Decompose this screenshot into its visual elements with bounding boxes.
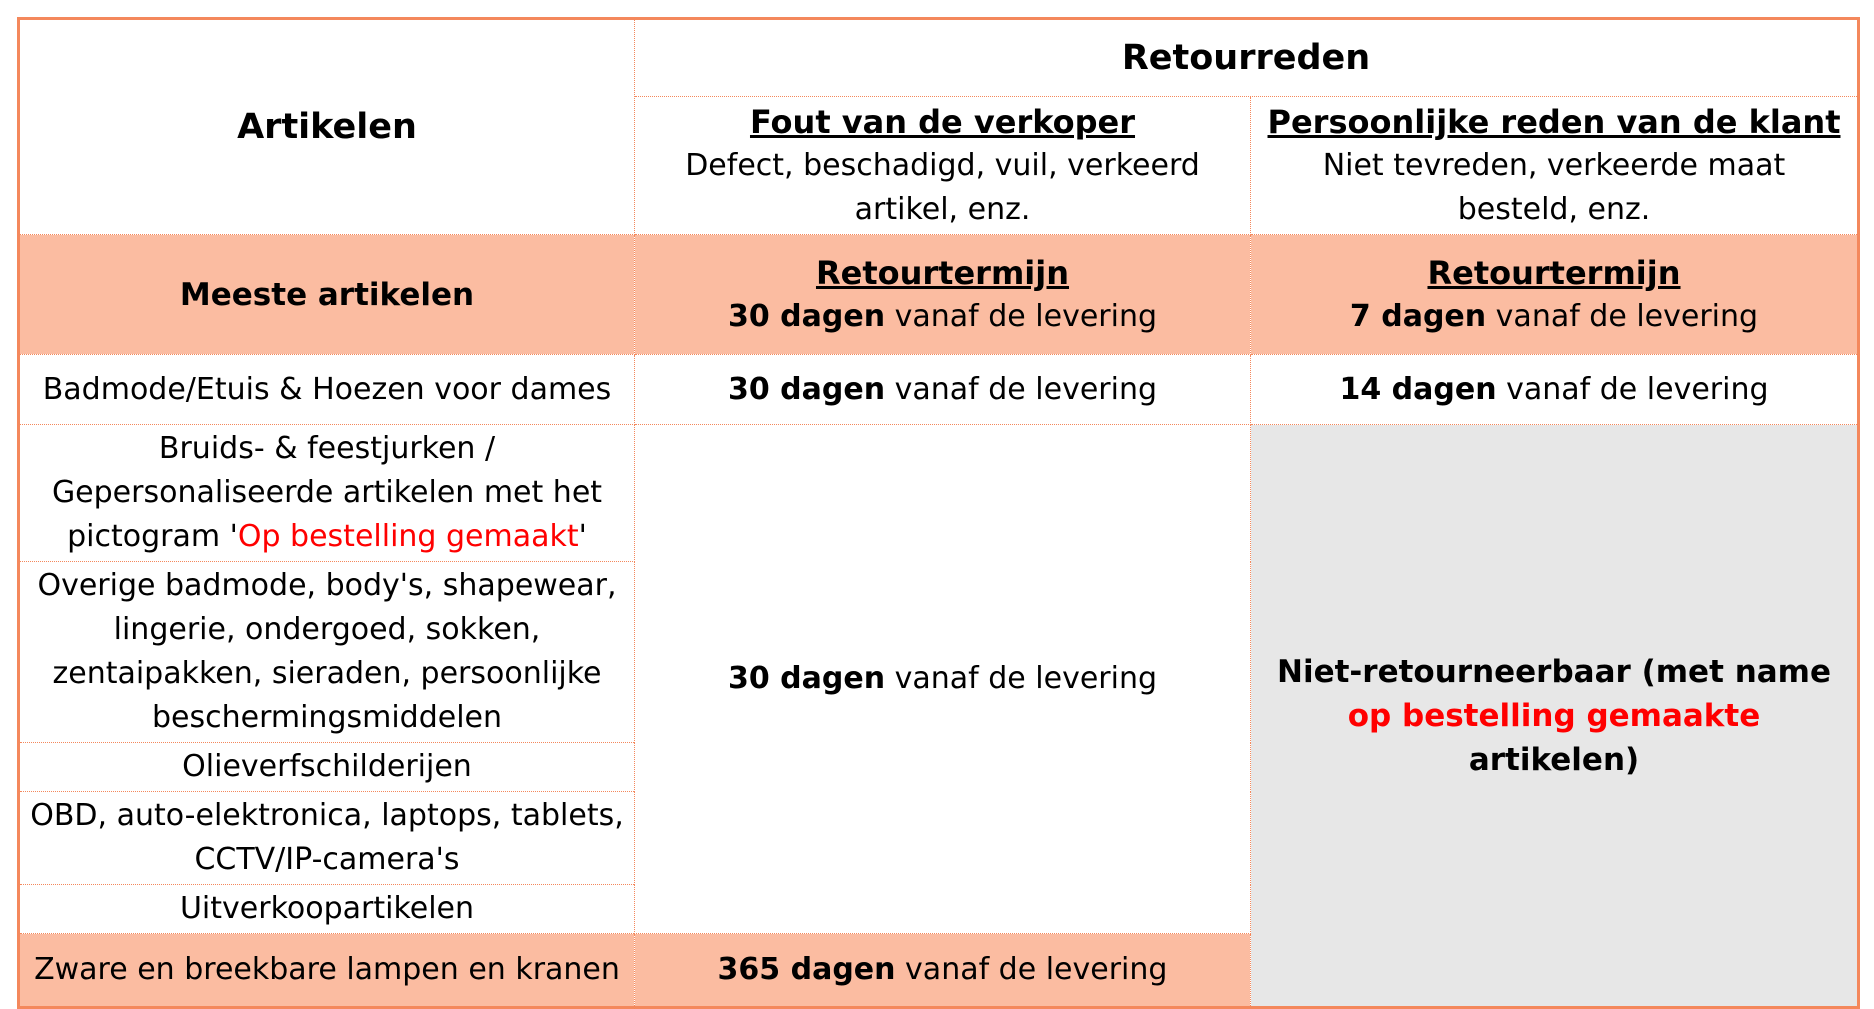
personal-reason-title: Persoonlijke reden van de klant [1267,102,1841,141]
return-reason-label: Retourreden [1121,38,1371,78]
lamps-seller-days: 365 dagen [717,952,896,987]
articles-header-label: Artikelen [237,107,417,147]
group-item-bridal [19,425,635,562]
group-item-electronics [19,792,635,885]
swimwear-text: Badmode/Etuis & Hoezen voor dames [42,371,612,407]
seller-fault-title: Fout van de verkoper [749,102,1136,141]
swimwear-seller-days: 30 dagen [727,371,886,407]
swimwear-personal-suffix: vanaf de levering [1496,371,1769,407]
seller-term-suffix: vanaf de levering [885,298,1158,334]
non-returnable-cell [1251,425,1859,1008]
seller-fault-header [635,97,1251,235]
lingerie-text: Overige badmode, body's, shapewear, lingerie, ondergoed, sokken, zentaipakken, sieraden, persoonlijke beschermingsmiddelen [37,568,617,735]
group-item-sale [19,885,635,934]
group-item-oil-paintings [19,743,635,792]
swimwear-personal-term [1251,355,1859,425]
non-returnable-highlight: op bestelling gemaakte [1347,697,1761,734]
swimwear-personal-days: 14 dagen [1339,371,1497,407]
personal-reason-header [1251,97,1859,235]
lamps-seller-suffix: vanaf de levering [895,952,1168,987]
return-policy-table [17,17,1860,1009]
swimwear-seller-term [635,355,1251,425]
group-seller-term [635,425,1251,934]
sale-text: Uitverkoopartikelen [179,891,475,926]
articles-header [19,19,635,235]
non-returnable-text: Niet-retourneerbaar (met name [1277,653,1832,690]
oil-paintings-text: Olieverfschilderijen [182,749,472,784]
group-seller-days: 30 dagen [727,661,886,696]
most-items-seller-term [635,235,1251,355]
personal-term-title: Retourtermijn [1427,253,1681,292]
electronics-text: OBD, auto-elektronica, laptops, tablets, CCTV/IP-camera's [30,798,624,877]
return-reason-header [635,19,1859,97]
lamps-seller-term [635,934,1251,1008]
bridal-text-end: ' [578,519,587,554]
bridal-text: Bruids- & feestjurken / Gepersonaliseerde artikelen met het pictogram ' [51,431,603,554]
lamps-text: Zware en breekbare lampen en kranen [34,952,620,987]
group-seller-suffix: vanaf de levering [885,661,1158,696]
group-item-lingerie [19,562,635,743]
most-items-personal-term [1251,235,1859,355]
lamps-label [19,934,635,1008]
personal-term-days: 7 dagen [1349,298,1487,334]
most-items-text: Meeste artikelen [179,276,475,313]
non-returnable-text-end: artikelen) [1468,741,1640,778]
personal-reason-desc: Niet tevreden, verkeerde maat besteld, enz. [1322,147,1786,227]
seller-term-title: Retourtermijn [815,253,1070,292]
swimwear-seller-suffix: vanaf de levering [885,371,1158,407]
seller-term-days: 30 dagen [727,298,886,334]
personal-term-suffix: vanaf de levering [1486,298,1759,334]
most-items-label [19,235,635,355]
swimwear-label [19,355,635,425]
seller-fault-desc: Defect, beschadigd, vuil, verkeerd artikel, enz. [685,147,1200,227]
made-to-order-highlight: Op bestelling gemaakt [237,519,579,554]
